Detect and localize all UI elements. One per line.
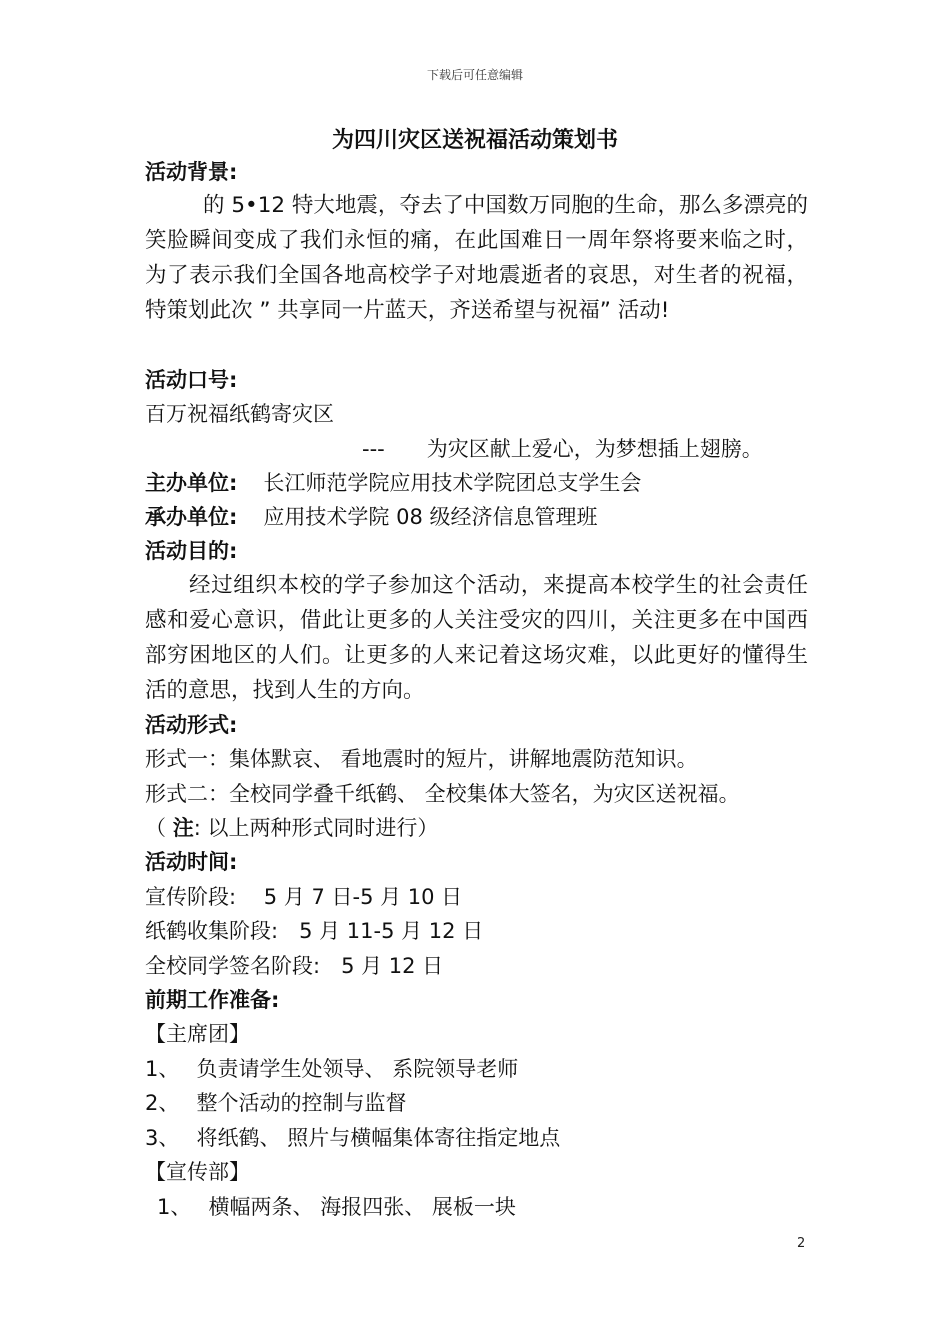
- purpose-heading: 活动目的:: [145, 539, 238, 563]
- time-item-3: 全校同学签名阶段: 5 月 12 日: [145, 954, 444, 978]
- undertaker-label: 承办单位:: [145, 505, 238, 529]
- prep-group-2-item-1: 1、 横幅两条、 海报四张、 展板一块: [157, 1195, 516, 1219]
- undertaker-value: 应用技术学院 08 级经济信息管理班: [263, 505, 598, 529]
- form-note-label: 注: [172, 816, 194, 840]
- document-title: 为四川灾区送祝福活动策划书: [331, 128, 618, 153]
- purpose-paragraph: 经过组织本校的学子参加这个活动，来提高本校学生的社会责任感和爱心意识，借此让更多的人关注受灾的四川，关注更多在中国西部穷困地区的人们。让更多的人来记着这场灾难，以此更好的懂得生活的意思，找到人生的方向。: [145, 573, 808, 703]
- undertaker-row: [145, 500, 597, 534]
- page-header: 下载后可任意编辑: [426, 68, 523, 82]
- form-note-text: : 以上两种形式同时进行）: [193, 816, 439, 840]
- time-item-2: 纸鹤收集阶段: 5 月 11-5 月 12 日: [145, 919, 484, 943]
- slogan-line-2: --- 为灾区献上爱心，为梦想插上翅膀。: [362, 437, 763, 461]
- slogan-line-1: 百万祝福纸鹤寄灾区: [145, 402, 334, 426]
- form-item-1: 形式一：集体默哀、 看地震时的短片，讲解地震防范知识。: [145, 747, 698, 771]
- form-note: [145, 811, 438, 845]
- prep-heading: 前期工作准备:: [145, 988, 280, 1012]
- form-heading: 活动形式:: [145, 713, 238, 737]
- time-item-1: 宣传阶段: 5 月 7 日-5 月 10 日: [145, 885, 463, 909]
- organizer-value: 长江师范学院应用技术学院团总支学生会: [263, 471, 642, 495]
- organizer-label: 主办单位:: [145, 471, 238, 495]
- page-number: 2: [797, 1236, 806, 1251]
- prep-group-2: 【宣传部】: [145, 1160, 250, 1184]
- form-note-open: （: [145, 816, 173, 840]
- form-item-2: 形式二：全校同学叠千纸鹤、 全校集体大签名，为灾区送祝福。: [145, 782, 740, 806]
- organizer-row: [145, 466, 641, 500]
- prep-group-1-item-3: 3、 将纸鹤、 照片与横幅集体寄往指定地点: [145, 1126, 561, 1150]
- prep-group-1-item-1: 1、 负责请学生处领导、 系院领导老师: [145, 1057, 519, 1081]
- prep-group-1: 【主席团】: [145, 1022, 250, 1046]
- time-heading: 活动时间:: [145, 850, 238, 874]
- slogan-heading: 活动口号:: [145, 368, 238, 392]
- prep-group-1-item-2: 2、 整个活动的控制与监督: [145, 1091, 407, 1115]
- background-paragraph: 的 5•12 特大地震，夺去了中国数万同胞的生命，那么多漂亮的笑脸瞬间变成了我们永恒的痛，在此国难日一周年祭将要来临之时，为了表示我们全国各地高校学子对地震逝者的哀思，对生者的祝福，特策划此次 ” 共享同一片蓝天，齐送希望与祝福” 活动!: [145, 193, 808, 323]
- background-heading: 活动背景:: [145, 160, 238, 184]
